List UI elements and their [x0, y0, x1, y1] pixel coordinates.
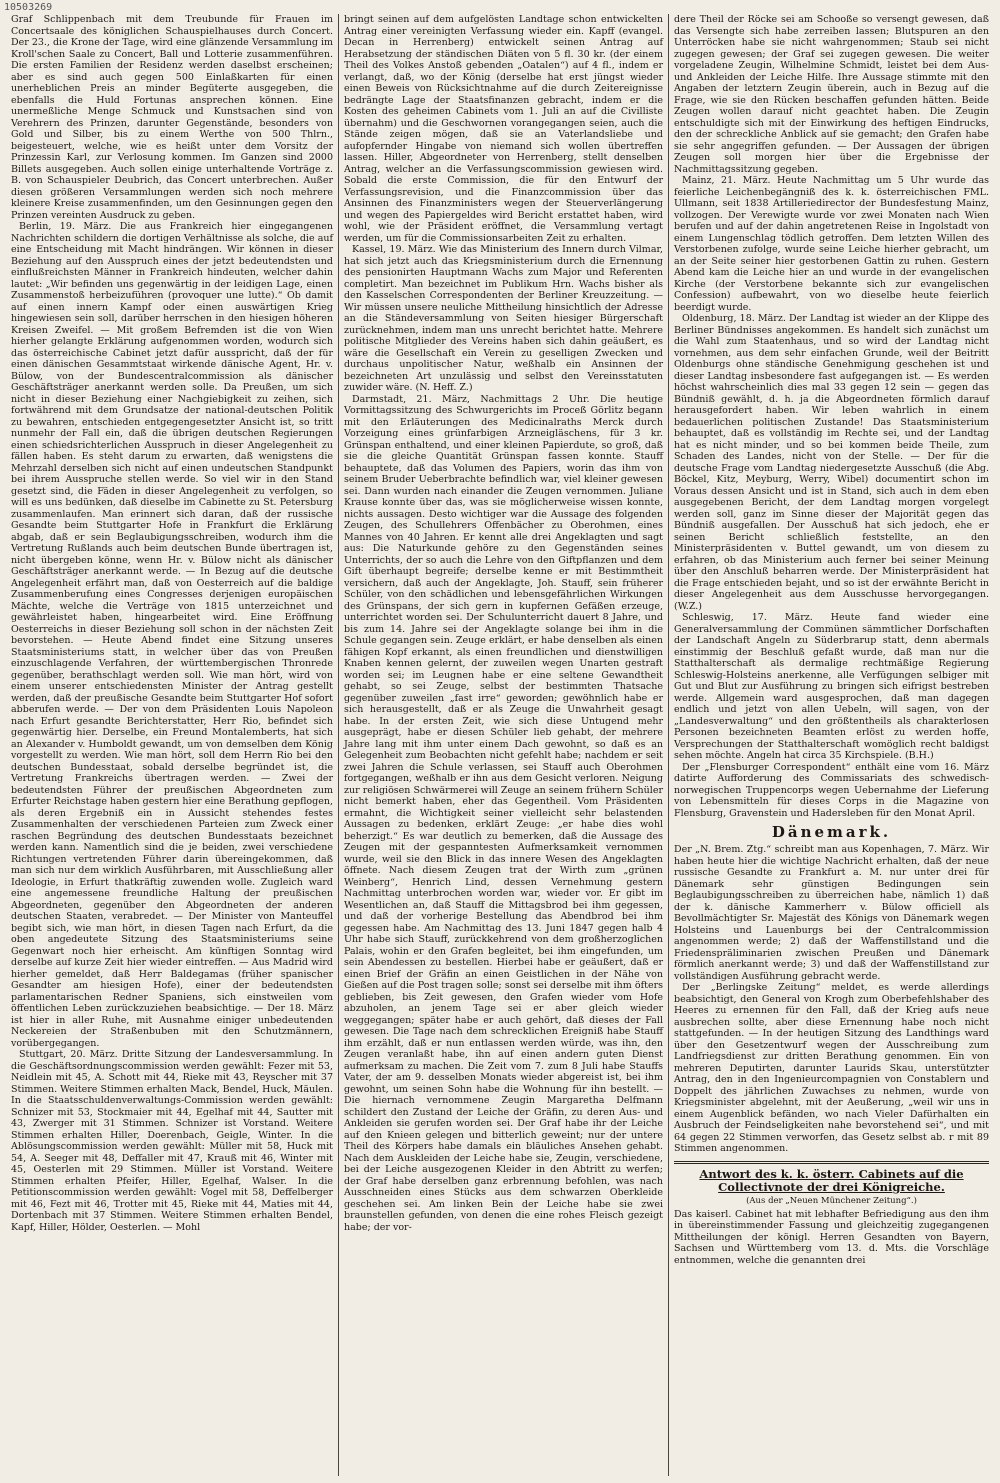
article-schleswig: Schleswig, 17. März. Heute fand wieder eine Generalversammlung der Commünen sämmtlicher Dorfschaften der Landschaft Angeln zu Süderbrarup statt, denn abermals einstimmig der Beschluß gefaßt wurde, daß man nur die Statthalterschaft als dermalige rechtmäßige Regierung Schleswig-Holsteins anerkenne, alle Verfügungen selbiger mit Gut und Blut zur Ausführung zu bringen sich eifrigst bestreben werde. Allgemein ward ausgesprochen, daß man dagegen endlich und jetzt von allen Uebeln, will sagen, von der „Landesverwaltung“ und den größtentheils als charakterlosen Personen bezeichneten Beamten erlöst zu werden hoffe, Versprechungen der Statthalterschaft womöglich recht baldigst sehen möchte. Angeln hat circa 35 Kirchspiele. (B.H.) [674, 612, 989, 761]
section-title-denmark: Dänemark. [771, 823, 892, 841]
newspaper-page [6, 14, 994, 1476]
article-berlingske: Der „Berlingske Zeitung“ meldet, es werde allerdings beabsichtigt, den General von Krogh zum Oberbefehlshaber des Heeres zu ernennen für den Fall, daß der Krieg aufs neue ausbrechen sollte, aber diese Ernennung habe noch nicht stattgefunden. — In der heutigen Sitzung des Landthings ward über den Gesetzentwurf wegen der Ausschreibung zum Landfriegsdienst zur dritten Berathung genommen. Ein von mehreren Deputirten, darunter Laurids Skau, unterstützter Antrag, den in den Ingenieurcompagnien von Constablern und Doppelt des jährlichen Zuwachses zu nehmen, wurde von Kriegsminister abgelehnt, mit der Aeußerung, „weil wir uns in einem Augenblick befänden, wo nach Vieler Dafürhalten ein Ausbruch der Feindseligkeiten nahe bevorstehend sei“, und mit 64 gegen 22 Stimmen verworfen, das Gesetz selbst ab. r mit 89 Stimmen angenommen. [674, 982, 989, 1154]
column-left [6, 14, 338, 1476]
scan-id: 10503269 [4, 2, 53, 13]
article-oldenburg: Oldenburg, 18. März. Der Landtag ist wieder an der Klippe des Berliner Bündnisses angekommen. Es handelt sich zunächst um die Wahl zum Staatenhaus, und so wird der Landtag nicht vornehmen, aus dem sehr einfachen Grunde, weil der Beitritt Oldenburgs ohne ständische Genehmigung geschehen ist und dieser Landtag insbesondere fast aufgegangen ist. — Es werden höchst wahrscheinlich dies mal 33 gegen 12 sein — gegen das Bündniß gewählt, d. h. ja die Abgeordneten förmlich darauf herausgefordert haben. Wir leben wahrlich in einem bedauerlichen politischen Zustande! Das Staatsministerium behauptet, daß es vollständig im Rechte sei, und der Landtag hat es nicht minder, und so bei kommen beide Theile, zum Schaden des Landes, nicht von der Stelle. — Der für die deutsche Frage vom Landtag niedergesetzte Ausschuß (die Abg. Böckel, Kitz, Meyburg, Werry, Wibel) documentirt schon im Voraus dessen Ansicht und ist in Stand, sich auch in dem eben ausgegebenen Bericht, der dem Landtag morgen vorgelegt werden soll, ganz im Sinne dieser der Majorität gegen das Bündniß ausgefallen. Der Ausschuß hat sich jedoch, ehe er seinen Bericht schließlich feststellte, an den Ministerpräsidenten v. Buttel gewandt, um von diesem zu erfahren, ob das Ministerium auch ferner bei seiner Meinung über den Anschluß beharren werde. Der Ministerpräsident hat die Frage entschieden bejaht, und so ist der erwähnte Bericht in dieser Angelegenheit aus dem Ausschusse hervorgegangen. (W.Z.) [674, 313, 989, 612]
article-mainz: Mainz, 21. März. Heute Nachmittag um 5 Uhr wurde das feierliche Leichenbegängniß des k. k. österreichischen FML. Ullmann, seit 1838 Artilleriedirector der Bundesfestung Mainz, vollzogen. Der Verewigte wurde vor zwei Monaten nach Wien berufen und auf der dahin angetretenen Reise in Ingolstadt von einem Lungenschlag tödlich getroffen. Dem letzten Willen des Verstorbenen zufolge, wurde seine Leiche hierher gebracht, um an der Seite seiner hier gestorbenen Gattin zu ruhen. Gestern Abend kam die Leiche hier an und wurde in der evangelischen Kirche (der Verstorbene bekannte sich zur evangelischen Confession) aufbewahrt, von wo dieselbe heute feierlich beerdigt wurde. [674, 175, 989, 313]
announcement-source: (Aus der „Neuen Münchener Zeitung“.) [746, 1195, 917, 1206]
article-paragraph: dere Theil der Röcke sei am Schooße so versengt gewesen, daß das Versengte sich habe zerreiben lassen; Blutspuren an den Unterröcken habe sie nicht wahrgenommen; Staub sei nicht zugegen gewesen; der Graf sei zugegen gewesen. Die weiter vorgeladene Zeugin, Wilhelmine Schmidt, leistet bei dem Aus- und Ankleiden der Leiche Hilfe. Ihre Aussage stimmte mit den Angaben der letztern Zeugin überein, auch in Bezug auf die Frage, wie sie den Rücken beschaffen gefunden hätten. Beide Zeugen wollen darauf nicht geachtet haben. Die Zeugin entschuldigte sich mit der Einwirkung des heftigen Eindrucks, den der schreckliche Anblick auf sie gemacht; den Grafen habe sie sehr angegriffen gefunden. — Der Aussagen der übrigen Zeugen soll morgen hier über die Ergebnisse der Nachmittagssitzung gegeben. [674, 14, 989, 175]
article-paragraph: bringt seinen auf dem aufgelösten Landtage schon entwickelten Antrag einer vereinigten Verfassung wieder ein. Kapff (evangel. Decan in Herrenberg) entwickelt seinen Antrag auf Herabsetzung der ständischen Diäten von 5 fl. 30 kr. (der einem Theil des Volkes Anstoß gebenden „Oatalen“) auf 4 fl., indem er verlangt, daß, wo der König (derselbe hat erst jüngst wieder einen Beweis von Rücksichtnahme auf die durch Zeitereignisse bedrängte Lage der Staatsfinanzen gebracht, indem er die Kosten des geheimen Cabinets vom 1. Juli an auf die Civilliste übernahm) und die Geschwornen vorangegangen seien, auch die Stände zeigen mögen, daß sie an Vaterlandsliebe und aufopfernder Hingabe von niemand sich wollen übertreffen lassen. Hiller, Abgeordneter von Herrenberg, stellt denselben Antrag, welcher an die Verfassungscommission gewiesen wird. Sobald die erste Commission, die für den Entwurf der Verfassungsrevision, und die Finanzcommission über das Ansinnen des Finanzministers wegen der Steuerverlängerung und wegen des Papiergeldes wird Bericht erstattet haben, wird wohl, wie der Präsident eröffnet, die Versammlung vertagt werden, um für die Commissionsarbeiten Zeit zu erhalten. [344, 14, 663, 244]
column-right [668, 14, 994, 1476]
article-darmstadt: Darmstadt, 21. März, Nachmittags 2 Uhr. Die heutige Vormittagssitzung des Schwurgerichts im Proceß Görlitz begann mit den Erläuterungen des Medicinalraths Merck durch Vorzeigung eines grünfarbigen Arzneigläschens, für 3 kr. Grünspan enthaltend, und einer kleinen Papierdute, so groß, daß sie die gleiche Quantität Grünspan fassen konnte. Stauff behauptete, daß das Volumen des Papiers, worin das ihm von seinem Bruder Ueberbrachte befindlich war, viel kleiner gewesen sei. Dann wurden nach einander die Zeugen vernommen. Juliane Krause konnte über das, was sie möglicherweise wissen konnte, nichts aussagen. Desto wichtiger war die Aussage des folgenden Zeugen, des Schullehrers Offenbächer zu Oberohmen, eines Mannes von 40 Jahren. Er kennt alle drei Angeklagten und sagt aus: Die Naturkunde gehöre zu den Gegenständen seines Unterrichts, der so auch die Lehre von den Giftpflanzen und dem Gift überhaupt begreife; derselbe kenne er mit Bestimmtheit versichern, daß auch der Angeklagte, Joh. Stauff, sein früherer Schüler, von den schädlichen und lebensgefährlichen Wirkungen des Grünspans, der sich gern in kupfernen Gefäßen erzeuge, unterrichtet worden sei. Der Schulunterricht dauert 8 Jahre, und bis zum 14. Jahre sei der Angeklagte solange bei ihm in die Schule gegangen sein. Zeuge erklärt, er habe denselben als einen fähigen Kopf erkannt, als einen freundlichen und dienstwilligen Knaben kennen gelernt, der zuweilen wegen Unarten gestraft worden sei; im Leugnen habe er eine seltene Gewandtheit gehabt, so sei Zeuge, selbst der bestimmten Thatsache gegenüber zuweilen „fast irre“ geworden; gewöhnlich habe er sich herausgestellt, daß er als Zeuge die Unwahrheit gesagt habe. In der ersten Zeit, wie sich diese Untugend mehr ausgeprägt, habe er diesen Schüler lieb gehabt, der mehrere Jahre lang mit ihm unter einem Dach gewohnt, so daß es an Gelegenheit zum Beobachten nicht gefehlt habe; nachdem er seit zwei Jahren die Schule verlassen, sei Stauff auch Oberohmen fortgegangen, weßhalb er ihn aus dem Gesicht verloren. Neigung zur religiösen Schwärmerei will Zeuge an seinem frühern Schüler nicht bemerkt haben, eher das Gegentheil. Vom Präsidenten ermahnt, die Wichtigkeit seiner vielleicht sehr belastenden Aussagen zu bedenken, erklärt Zeuge: „er habe dies wohl beherzigt.“ Es war deutlich zu bemerken, daß die Aussage des Zeugen mit der gespanntesten Aufmerksamkeit vernommen wurde, weil sie den Blick in das innere Wesen des Angeklagten öffnete. Nach diesem Zeugen trat der Wirth zum „grünen Weinberg“, Henrich Lind, dessen Vernehmung gestern Nachmittag unterbrochen worden war, wieder vor. Er gibt im Wesentlichen an, daß Stauff die Mittagsbrod bei ihm gegessen, und daß der vorherige Bestellung das Abendbrod bei ihm gegessen habe. Am Nachmittag des 13. Juni 1847 gegen halb 4 Uhr habe sich Stauff, zurückkehrend von dem großherzoglichen Palais, wohin er den Grafen begleitet, bei ihm eingefunden, um sein Abendessen zu bestellen. Hierbei habe er geäußert, daß er einen Brief der Gräfin an einen Geistlichen in der Nähe von Gießen auf die Post tragen solle; sonst sei derselbe mit ihm öfters geblieben, bis Zeit gewesen, den Grafen wieder vom Hofe abzuholen, an jenem Tage sei er aber gleich wieder weggegangen; später habe er auch gehört, daß dieses der Fall gewesen. Die Tage nach dem schrecklichen Ereigniß habe Stauff ihm erzählt, daß er nun entlassen werden würde, was ihn, den Zeugen veranlaßt habe, ihn auf einen andern guten Dienst aufmerksam zu machen. Die Zeit vom 7. zum 8 Juli habe Stauffs Vater, der am 9. desselben Monats wieder abgereist ist, bei ihm gewohnt, um seinen Sohn habe die Wohnung für ihn bestellt. — Die hiernach vernommene Zeugin Margaretha Delfmann schildert den Zustand der Leiche der Gräfin, zu deren Aus- und Ankleiden sie gerufen worden sei. Der Graf habe ihr der Leiche auf den Knieen gelegen und bitterlich geweint; nur der untere Theil des Körpers habe damals ein bläuliches Ansehen gehabt. Nach dem Auskleiden der Leiche habe sie, Zeugin, verschiedene, bei der Leiche ausgezogenen Kleider in den Abtritt zu werfen; der Graf habe derselben ganz erbrennung befohlen, was nach Ausschneiden eines Stücks aus dem schwarzen Oberkleide geschehen sei. Am linken Bein der Leiche habe sie zwei braunstellen gefunden, von denen die eine rohes Fleisch gezeigt habe; der vor- [344, 393, 663, 1233]
announcement-body: Das kaiserl. Cabinet hat mit lebhafter Befriedigung aus den ihm in übereinstimmender Fassung und gleichzeitig zugegangenen Mittheilungen der königl. Herren Gesandten von Bayern, Sachsen und Württemberg vom 13. d. Mts. die Vorschläge entnommen, welche die genannten drei [674, 1208, 989, 1266]
article-kassel: Kassel, 19. März. Wie das Ministerium des Innern durch Vilmar, hat sich jetzt auch das Kriegsministerium durch die Ernennung des pensionirten Hauptmann Wachs zum Major und Referenten completirt. Man bezeichnet im Publikum Hrn. Wachs bisher als den Kasselschen Correspondenten der Berliner Kreuzzeitung. — Wir müssen unsere neuliche Mittheilung hinsichtlich der Adresse an die Ständeversammlung von Seiten hiesiger Bürgerschaft zurücknehmen, indem man uns unrecht berichtet hatte. Mehrere politische Mitglieder des Vereins haben sich dahin geäußert, es wäre die Gesellschaft ein Verein zu geselligen Zwecken und durchaus unpolitischer Natur, weßhalb ein Ansinnen der bezeichneten Art unzulässig und selbst den Vereinsstatuten zuwider wäre. (N. Heff. Z.) [344, 244, 663, 393]
announcement-title: Antwort des k. k. österr. Cabinets auf die Collectivnote der drei Königreiche. [699, 1166, 964, 1194]
double-rule-divider [674, 1161, 989, 1164]
article-copenhagen: Der „N. Brem. Ztg.“ schreibt man aus Kopenhagen, 7. März. Wir haben heute hier die wichtige Nachricht erhalten, daß der neue russische Gesandte zu Frankfurt a. M. nur unter drei für Dänemark sehr günstigen Bedingungen sein Beglaubigungsschreiben zu überreichen habe, nämlich 1) daß der k. dänische Kammerherr v. Bülow officiell als Bevollmächtigter Sr. Majestät des Königs von Dänemark wegen Holsteins und Lauenburgs bei der Centralcommission angenommen werde; 2) daß der Waffenstillstand und die Friedenspräliminarien zwischen Preußen und Dänemark förmlich anerkannt werde; 3) und daß der Waffenstillstand zur vollständigen Ausführung gebracht werde. [674, 844, 989, 982]
article-paragraph: Graf Schlippenbach mit dem Treubunde für Frauen im Concertsaale des königlichen Schauspielhauses durch Concert. Der 23., die Krone der Tage, wird eine glänzende Versammlung im Kroll'schen Saale zu Concert, Ball und Lotterie zusammenführen. Die ersten Familien der Residenz werden daselbst erscheinen; aber es sind auch gegen 500 Einlaßkarten für einen unerheblichen Preis an minder Begüterte ausgegeben, die ebenfalls die Huld Fortunas ansprechen können. Eine unermeßliche Menge Schmuck und Kunstsachen sind von Verehrern des Prinzen, darunter Gegenstände, besonders von Gold und Silber, bis zu einem Werthe von 500 Thlrn., beigesteuert, welche, wie es heißt unter dem Vorsitz der Prinzessin Karl, zur Verlosung kommen. Im Ganzen sind 2000 Billets ausgegeben. Auch sollen einige unterhaltende Vorträge z. B. von Schauspieler Deubrich, das Concert unterbrechen. Außer diesen größeren Versammlungen werden sich noch mehrere kleinere Kreise zusammenfinden, um den Gesinnungen gegen den Prinzen vereinten Ausdruck zu geben. [11, 14, 333, 221]
article-flensburg: Der „Flensburger Correspondent“ enthält eine vom 16. März datirte Aufforderung des Commissariats des schwedisch-norwegischen Truppencorps wegen Uebernahme der Lieferung von Lebensmitteln für dieses Corps in die Magazine von Flensburg, Gravenstein und Hadersleben für den Monat April. [674, 761, 989, 819]
article-berlin: Berlin, 19. März. Die aus Frankreich hier eingegangenen Nachrichten schildern die dortigen Verhältnisse als solche, die auf eine Entscheidung mit Macht hindrängen. Wir können in dieser Beziehung auf den Ausspruch eines der jetzt bedeutendsten und einflußreichsten Männer in Frankreich hindeuten, welcher dahin lautet: „Wir befinden uns gegenwärtig in der leidigen Lage, einen Zusammenstoß herbeizuführen (provoquer une lutte).“ Ob damit auf einen innern Kampf oder einen auswärtigen Krieg hingewiesen sein soll, darüber herrschen in den hiesigen höheren Kreisen Zweifel. — Mit großem Befremden ist die von Wien hierher gelangte Erklärung aufgenommen worden, wodurch sich das österreichische Cabinet jetzt dafür ausspricht, daß der für einen dänischen Gesammtstaat wirkende dänische Agent, Hr. v. Bülow, von der Bundescentralcommission als dänischer Geschäftsträger anerkannt werden solle. Da Preußen, um sich nicht in dieser Beziehung einer Nachgiebigkeit zu zeihen, sich fortwährend mit dem Grundsatze der national-deutschen Politik zu bewahren, entschieden entgegengesetzter Ansicht ist, so tritt nunmehr der Fall ein, daß die übrigen deutschen Regierungen einen schiedsrichterlichen Ausspruch in dieser Angelegenheit zu fällen haben. Es steht darum zu erwarten, daß wenigstens die Mehrzahl derselben sich nicht auf einen undeutschen Standpunkt bei ihrem Ausspruche stellen werde. So viel wir in den Stand gesetzt sind, die Fäden in dieser Angelegenheit zu verfolgen, so will es uns bedünken, daß dieselbe im Cabinette zu St. Petersburg zusammenlaufen. Man erinnert sich daran, daß der russische Gesandte beim Stuttgarter Hofe in Frankfurt die Erklärung abgab, daß er sein Beglaubigungsschreiben, wodurch ihm die Vertretung Rußlands auch beim deutschen Bunde übertragen ist, nicht übergeben könne, wenn Hr. v. Bülow nicht als dänischer Geschäftsträger anerkannt werde. — In Bezug auf die deutsche Angelegenheit erfährt man, daß von Oesterreich auf die baldige Zusammenberufung eines Congresses derjenigen europäischen Mächte, welche die Verträge von 1815 unterzeichnet und gewährleistet haben, hingearbeitet wird. Eine Eröffnung Oesterreichs in dieser Beziehung soll schon in der nächsten Zeit bevorstehen. — Heute Abend findet eine Sitzung unseres Staatsministeriums statt, in welcher über das von Preußen einzuschlagende Verfahren, der württembergischen Thronrede gegenüber, berathschlagt werden soll. Wie man hört, wird von einem unserer entschiedensten Minister der Antrag gestellt werden, daß der preußische Gesandte beim Stuttgarter Hof sofort abberufen werde. — Der von dem Präsidenten Louis Napoleon nach Erfurt gesandte Berichterstatter, Herr Rio, befindet sich gegenwärtig hier. Derselbe, ein Freund Montalemberts, hat sich an Alexander v. Humboldt gewandt, um von demselben dem König vorgestellt zu werden. Wie man hört, soll dem Herrn Rio bei den deutschen Bundesstaat, sobald derselbe begründet ist, die Vertretung Frankreichs übertragen werden. — Zwei der bedeutendsten Führer der preußischen Abgeordneten zum Erfurter Reichstage haben gestern hier eine Berathung gepflogen, als deren Ergebniß ein in Aussicht stehendes festes Zusammenhalten der verschiedenen Parteien zum Zweck einer raschen Begründung des deutschen Bundesstaats bezeichnet werden kann. Namentlich sind die je beiden, zwei verschiedene Richtungen vertretenden Führer darin übereingekommen, daß man sich nur dem wirklich Ausführbaren, mit Ausschließung aller Ideologie, in Erfurt thatkräftig zuwenden wolle. Zugleich ward eine angemessene freundliche Haltung der preußischen Abgeordneten, gegenüber den Abgeordneten der anderen deutschen Staaten, verabredet. — Der Minister von Manteuffel begibt sich, wie man hört, in diesen Tagen nach Erfurt, da die oben angedeutete Sitzung des Staatsministeriums seine Gegenwart noch hier erheischt. Am künftigen Sonntag wird derselbe auf kurze Zeit hier wieder eintreffen. — Aus Madrid wird hierher gemeldet, daß Herr Baldegamas (früher spanischer Gesandter am hiesigen Hofe), einer der bedeutendsten parlamentarischen Redner Spaniens, sich einstweilen vom öffentlichen Leben zurückzuziehen beabsichtige. — Der 18. März ist hier in aller Ruhe, mit Ausnahme einiger unbedeutenden Neckereien der Straßenbuben mit den Schutzmännern, vorübergegangen. [11, 221, 333, 1049]
article-stuttgart: Stuttgart, 20. März. Dritte Sitzung der Landesversammlung. In die Geschäftsordnungscommission werden gewählt: Fezer mit 53, Neidlein mit 45, A. Schott mit 44, Rieke mit 43, Reyscher mit 37 Stimmen. Weitere Stimmen erhalten Mack, Bendel, Huck, Mäulen. In die Staatsschuldenverwaltungs-Commission werden gewählt: Schnizer mit 53, Stockmaier mit 44, Egelhaf mit 44, Sautter mit 43, Zwerger mit 31 Stimmen. Schnizer ist Vorstand. Weitere Stimmen erhalten Hiller, Doerenbach, Geigle, Winter. In die Ablösungscommission werden gewählt: Müller mit 58, Huck mit 54, A. Seeger mit 48, Deffaller mit 47, Krauß mit 46, Winter mit 45, Oesterlen mit 29 Stimmen. Müller ist Vorstand. Weitere Stimmen erhalten Pfeifer, Hiller, Egelhaf, Walser. In die Petitionscommission werden gewählt: Vogel mit 58, Deffelberger mit 46, Fezt mit 46, Trotter mit 45, Rieke mit 44, Maties mit 44, Dortenbach mit 37 Stimmen. Weitere Stimmen erhalten Bendel, Kapf, Hiller, Hölder, Oesterlen. — Mohl [11, 1049, 333, 1233]
column-middle [338, 14, 668, 1476]
